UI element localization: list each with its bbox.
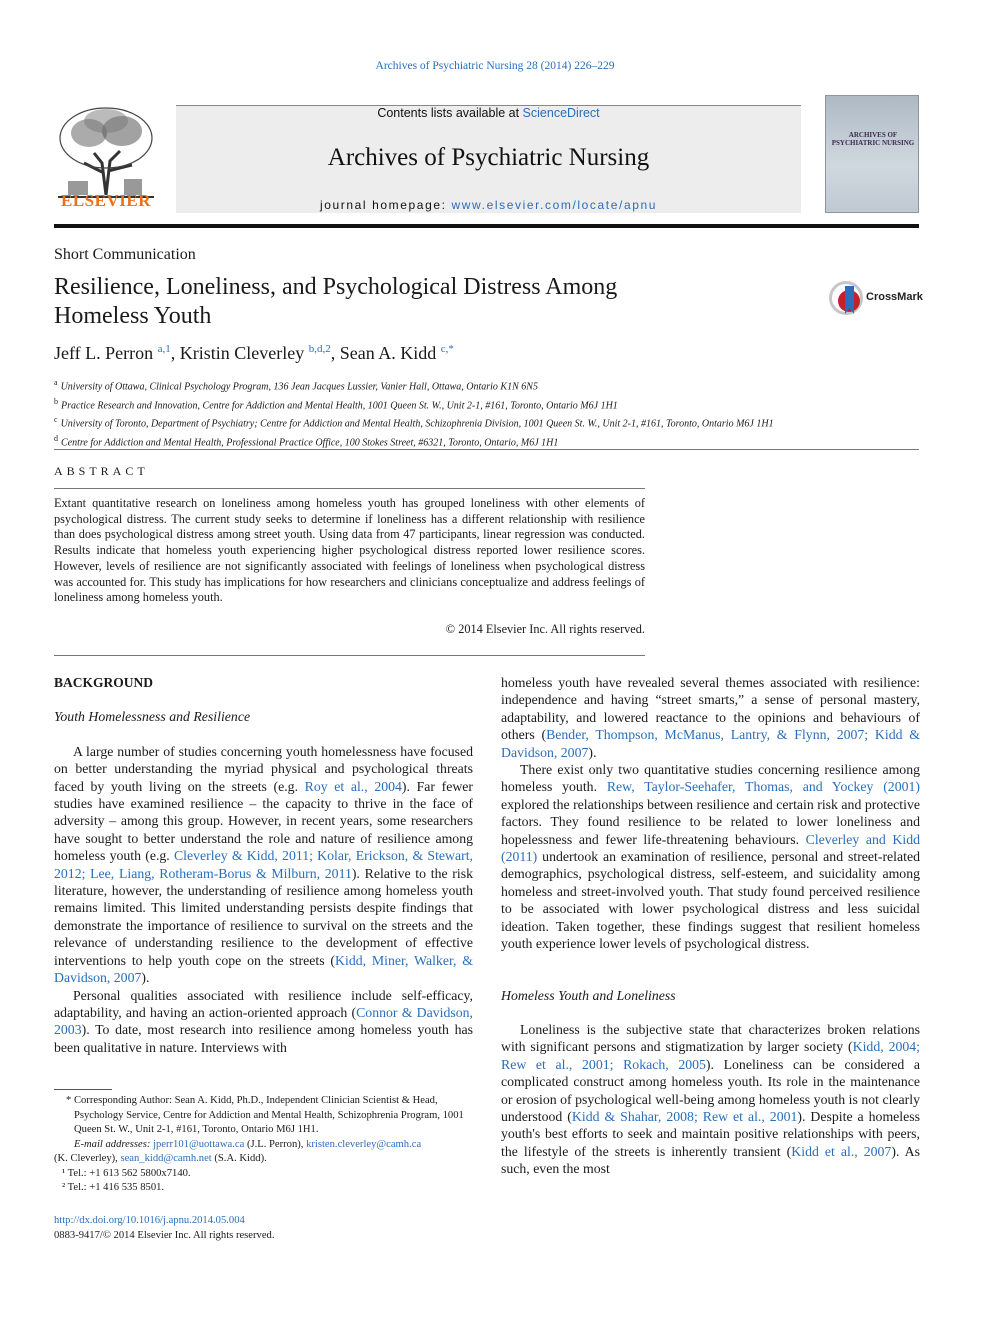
- author-affiliation-mark[interactable]: a,1: [157, 343, 171, 355]
- subsection-heading: Youth Homelessness and Resilience: [54, 709, 251, 725]
- body-text: ). Relative to the risk literature, however, the understanding of resilience among homeless youth remains limited. This limited understanding persists despite findings that demonstrate the importance of resilience to survival on the streets and the relevance of understanding resilience to the development of effective interventions to help youth cope on the streets (: [54, 865, 473, 968]
- body-text: ). Loneliness can be considered a complicated construct among homeless youth. Its role in the maintenance or erosion of psychological well-being among homeless youth is not clearly understood (: [501, 1056, 920, 1124]
- journal-citation[interactable]: Archives of Psychiatric Nursing 28 (2014) 226–229: [375, 60, 615, 72]
- body-column-left: [54, 674, 473, 1056]
- email-footnote-cont: (K. Cleverley), sean_kidd@camh.net (S.A. Kidd).: [54, 1153, 267, 1164]
- journal-name: Archives of Psychiatric Nursing: [327, 144, 650, 171]
- body-text: homeless youth have revealed several themes associated with resilience: independence and having “street smarts,” a sense of personal mastery, adaptability, and lowered reactance to the opinions and behaviours of others (: [501, 675, 920, 743]
- crossmark-icon: [829, 281, 863, 315]
- journal-info-box: [176, 105, 801, 213]
- homepage-link[interactable]: www.elsevier.com/locate/apnu: [451, 198, 658, 212]
- author-name: , Kristin Cleverley: [170, 343, 309, 363]
- tel-footnote: ² Tel.: +1 416 535 8501.: [62, 1182, 165, 1193]
- body-text: A large number of studies concerning youth homelessness have focused on better understanding the myriad physical and psychological threats faced by youth living on the streets (e.g.: [54, 743, 473, 794]
- sciencedirect-link[interactable]: ScienceDirect: [522, 106, 600, 120]
- abstract-heading: ABSTRACT: [54, 464, 149, 478]
- author-name: , Sean A. Kidd: [330, 343, 441, 363]
- author-list: [54, 343, 454, 364]
- body-text: Personal qualities associated with resilience include self-efficacy, adaptability, and having an action-oriented approach (: [54, 987, 473, 1020]
- affiliation: $^a$ University of Ottawa, Clinical Psychology Program, 136 Jean Jacques Lussier, Vanier Hall, Ottawa, Ontario K1N 6N5: [54, 378, 538, 393]
- citation-link[interactable]: Cleverley and Kidd (2011): [501, 831, 920, 865]
- abstract-copyright: © 2014 Elsevier Inc. All rights reserved.: [445, 622, 645, 636]
- citation-link[interactable]: Kidd et al., 2007: [791, 1143, 892, 1159]
- subsection-heading: Homeless Youth and Loneliness: [501, 987, 676, 1003]
- body-text: explored the relationships between resilience and certain risk and protective factors. They found resilience to be related to lower loneliness and hopelessness and fewer life-threatening behaviours.: [501, 796, 920, 847]
- affiliation: $^d$ Centre for Addiction and Mental Health, Professional Practice Office, 100 Stokes Street, #6321, Toronto, Ontario, M6J 1H1: [54, 434, 559, 449]
- body-text: ). To date, most research into resilience among homeless youth has been qualitative in nature. Interviews with: [54, 1022, 473, 1055]
- citation-link[interactable]: Rew, Taylor-Seehafer, Thomas, and Yockey (2001): [606, 779, 920, 795]
- email-link[interactable]: jperr101@uottawa.ca: [153, 1138, 245, 1150]
- affiliation-rule: [54, 449, 919, 450]
- body-column-right: [501, 674, 920, 1178]
- citation-link[interactable]: Kidd & Shahar, 2008; Rew et al., 2001: [571, 1108, 798, 1124]
- footnotes: [54, 1094, 473, 1196]
- body-text: ).: [141, 970, 150, 986]
- body-text: There exist only two quantitative studies concerning resilience among homeless youth.: [501, 762, 920, 795]
- body-text: ).: [588, 744, 597, 760]
- abstract-rule-top: [54, 488, 645, 489]
- body-paragraph: [54, 987, 473, 1057]
- crossmark-badge[interactable]: [829, 281, 929, 315]
- doi-link[interactable]: http://dx.doi.org/10.1016/j.apnu.2014.05.004: [54, 1215, 245, 1226]
- body-text: ). As such, even the most: [501, 1143, 920, 1177]
- body-paragraph: [501, 674, 920, 761]
- citation-link[interactable]: Connor & Davidson, 2003: [54, 1004, 473, 1038]
- body-paragraph: [501, 761, 920, 952]
- tel-footnote: ¹ Tel.: +1 613 562 5800x7140.: [62, 1167, 191, 1179]
- contents-line: Contents lists available at ScienceDirect: [377, 106, 600, 120]
- crossmark-label: CrossMark: [866, 291, 923, 303]
- elsevier-wordmark: ELSEVIER: [61, 191, 151, 210]
- citation-link[interactable]: Roy et al., 2004: [304, 778, 402, 794]
- citation-link[interactable]: Bender, Thompson, McManus, Lantry, & Flynn, 2007; Kidd & Davidson, 2007: [501, 727, 920, 760]
- body-paragraph: [54, 743, 473, 987]
- corresponding-footnote: * Corresponding Author: Sean A. Kidd, Ph.D., Independent Clinician Scientist & Head, Psychology Service, Centre for Addiction and Mental Health, Schizophrenia Program, 1001 Queen St. W., Unit 2-1, #161, Toronto, Ontario M6J 1H1.: [66, 1095, 464, 1135]
- footnote-rule: [54, 1089, 112, 1090]
- citation-link[interactable]: Cleverley & Kidd, 2011; Kolar, Erickson, & Stewart, 2012; Lee, Liang, Rotheram-Borus & Milburn, 2011: [54, 848, 473, 881]
- header-rule: [54, 224, 919, 228]
- doi-block: [54, 1214, 274, 1243]
- issn-line: 0883-9417/© 2014 Elsevier Inc. All rights reserved.: [54, 1229, 275, 1241]
- cover-title: ARCHIVES OF PSYCHIATRIC NURSING: [831, 131, 915, 147]
- body-text: ). Despite a homeless youth's best efforts to seek and maintain positive relationships with peers, the lifestyle of the streets is inherently transient (: [501, 1108, 920, 1159]
- body-text: ). Far fewer studies have examined resilience – the capacity to thrive in the face of adversity – among this group. However, in recent years, some researchers have sought to better understand the role and nature of resilience among homeless youth (e.g.: [54, 778, 473, 864]
- section-heading: BACKGROUND: [54, 675, 154, 690]
- author-affiliation-mark[interactable]: c,*: [440, 343, 454, 355]
- email-footnote: E-mail addresses: jperr101@uottawa.ca (J.L. Perron), kristen.cleverley@camh.ca: [74, 1138, 422, 1150]
- affiliation: $^b$ Practice Research and Innovation, Centre for Addiction and Mental Health, 1001 Queen St. W., Unit 2-1, #161, Toronto, Ontario M6J 1H1: [54, 396, 618, 412]
- affiliation: $^c$ University of Toronto, Department of Psychiatry; Centre for Addiction and Mental Health, Schizophrenia Division, 1001 Queen St. W., Unit 2-1, #161, Toronto, Ontario M6J 1H1: [54, 415, 774, 430]
- email-link[interactable]: kristen.cleverley@camh.ca: [306, 1138, 422, 1150]
- author-affiliation-mark[interactable]: b,d,2: [308, 343, 331, 355]
- article-type: Short Communication: [54, 246, 196, 263]
- email-link[interactable]: sean_kidd@camh.net: [120, 1153, 212, 1164]
- citation-link[interactable]: Kidd, Miner, Walker, & Davidson, 2007: [54, 952, 473, 986]
- body-text: Loneliness is the subjective state that characterizes broken relations with significant persons and stigmatization by larger society (: [501, 1021, 920, 1055]
- abstract-text: Extant quantitative research on loneliness among homeless youth has grouped loneliness with other elements of psychological distress. The current study seeks to determine if loneliness has a different relationship with resilience than does psychological distress among street youth. Using data from 47 participants, linear regression was conducted. Results indicate that homeless youth experiencing higher psychological distress reported lower resilience scores. However, levels of resilience are not significantly associated with feelings of loneliness when psychological distress was accounted for. This study has implications for how researchers and clinicians conceptualize and address feelings of loneliness among homeless youth.: [54, 496, 645, 605]
- body-text: undertook an examination of resilience, personal and street-related demographics, psychological distress, self-esteem, and suicidality among homeless and street-involved youth. That study found perceived resilience to be associated with lower psychological distress and less suicidal ideation. Taken together, these findings suggest that resilient homeless youth experience lower levels of psychological distress.: [501, 849, 920, 952]
- author-name: Jeff L. Perron: [54, 343, 158, 363]
- journal-header: [54, 93, 919, 215]
- body-paragraph: [501, 1021, 920, 1178]
- affiliation-list: [54, 376, 924, 451]
- homepage-line: journal homepage: www.elsevier.com/locate/apnu: [319, 198, 658, 212]
- abstract-rule-bottom: [54, 655, 645, 656]
- journal-cover-thumbnail[interactable]: [825, 95, 919, 213]
- citation-link[interactable]: Kidd, 2004; Rew et al., 2001; Rokach, 2005: [501, 1039, 920, 1072]
- article-title: Resilience, Loneliness, and Psychological Distress Among Homeless Youth: [54, 274, 618, 329]
